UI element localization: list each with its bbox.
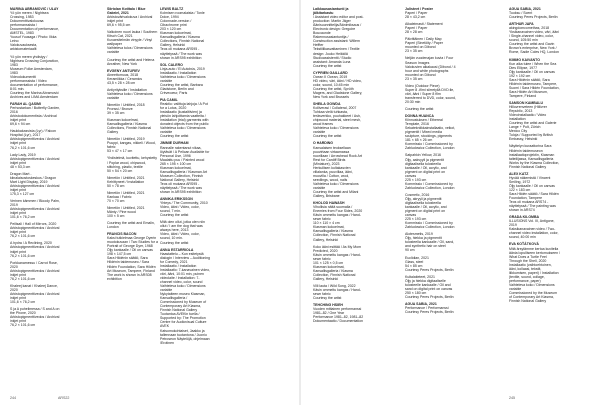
artwork-caption	[107, 206, 158, 218]
artwork-caption	[313, 245, 364, 281]
caption-text: Kansalaisen teoksellaan puuvirtaan virtaamassa nuorillaan / Arrowhead Rock Art Rest for Cardiff Birds (Miniature), 2023 Herkullisen kultakasvien villalanka, puuvillaa, ääni, muovilla / Cotton, wool, seedlings, wood, nails Vaihteleva koko / Dimensions variable Courtesy the artist and Milani Gallery, Brisbane	[313, 145, 363, 199]
artwork-caption	[107, 137, 158, 153]
caption-text: Aikaleimasti / Statement Paperi / Paper 28 × 28 cm	[405, 22, 443, 35]
artist-name: FARAH AL QASIMI	[10, 102, 41, 107]
caption-text: Rannalle rakentanut vikaa, löytävät / A Pelican Available for Personal Use, 1996 Maalattu puu / Painted wood 265 × 195 × 100 cm Kiasman kokoelmat, Kansallisgalleria / Kiasman Art Museum Collection, Finnish National Gallery, Helsinki Teos oli mukana ARS95 -näyttelyssä / The work was shown in ARS95 exhibition	[160, 145, 210, 195]
caption-text: A hydra / A Reclining, 2020 Arkistopigmenttivedos / Archival inkjet print 76,2 × 101,6 cm	[10, 241, 60, 258]
artwork-caption	[405, 275, 456, 299]
artwork-caption	[509, 172, 560, 212]
right-page-number: 245	[509, 396, 515, 400]
artwork-caption	[313, 201, 364, 241]
column-4	[313, 7, 364, 392]
artist-name: KIMMO KAIVANTO	[509, 57, 540, 62]
caption-text: Nimetön / Untitled, 2021 Kehittyneet / Installation 50 × 78 cm	[107, 175, 145, 188]
caption-text: Dragon Mart -kiinalaisostoskeskus / Dragon Mart Light Display, 2019 Arkistopigmenttivedos / Archival inkjet print 175,3 × 127 cm	[10, 171, 60, 196]
caption-text: Yhdistelmä, kuvitettu, kehystetty / Poplar wood, chipwood, stitching, plastic, textile 50 × 54 × 20 cm	[107, 156, 157, 173]
artist-name: Laikkausasiantunti ja jälkitarkastu	[313, 7, 349, 16]
caption-text: Perhostarkan / Butterfly Garden, 2016 Arkistodokumentista / Archival inkjet print 69,6 × 94 cm	[10, 106, 61, 127]
artwork-caption	[160, 141, 211, 194]
artist-name: Siirtolan Kotitalo / Blue Gabriel, 2021	[107, 7, 146, 16]
artwork-caption	[313, 141, 364, 198]
artwork-caption	[107, 88, 158, 100]
caption-text: Näyttelyn kuraattorina Sara Hildénin taidemuseon installaatioprojektin, Kiasman taiteilijassa, Kansallisgalleria Works by the Kiasma Collection, Finnish National Gallery	[509, 144, 560, 169]
caption-text: Hyvää näkemistä / Vincent Smiling, 1972 Öljy kankaalle / Oil on canvas 122 × 183 cm Sara Hildén säätiö / Sara Hildén Foundation, Tampere Teos oli mukana ARS74 -näyttelyssä / The painting was shown in ARS74	[509, 175, 559, 213]
artwork-caption	[107, 30, 158, 54]
artwork-caption	[405, 232, 456, 252]
artist-name: AGUA SABIA, 2021	[509, 7, 541, 11]
artwork-caption	[509, 58, 560, 98]
artwork-caption	[405, 256, 456, 272]
caption-text: Lady Lady, 2019 Arkistopigmenttivedos / Archival inkjet print 48 × 53,3 cm	[10, 152, 60, 169]
artwork-caption	[405, 37, 456, 53]
artist-name: SAMSON KAMBALU	[509, 100, 544, 105]
caption-text: Kolliverasi / Collateral, 2007 Tuhkaa vielä tuhkasta, teräsverkko, puuhakkeet / Ash, chipwood material, steel mesh, wood frames Vaihteleva koko / Dimensions variable Courtesy the artist	[313, 106, 362, 139]
artist-name: GRADA KILOMBA	[509, 215, 540, 220]
artwork-caption	[10, 261, 61, 281]
caption-text: Verinen kämmen / Bloody Palm, 2019 Arkistopigmenttivedos / Archival inkjet print 101,6 × 76,2 cm	[10, 199, 60, 220]
artwork-caption	[107, 156, 158, 172]
artwork-caption	[10, 7, 61, 52]
caption-text: Linja-auto / El Autobús, 2019 Installaatio / Installation Vaihteleva koko / Dimensions variable Courtesy the artist, Barbara Gladstone, Berlin and Crèvecœur, Paris	[160, 66, 206, 95]
artist-name: MARINA ABRAMOVIĆ / ULAY	[10, 7, 59, 11]
caption-text: Haukkakasvista (Lyr) / Falcon Hospital (Lyr), 2017 Arkistopigmenttivedos / Archival inkjet print 76,2 × 101,6 cm	[10, 129, 60, 150]
artwork-caption	[405, 7, 456, 19]
artist-name: PIA CAMIL	[160, 97, 178, 102]
caption-text: S ja A puhelimessa / S and A on the Phone, 2020 Arkistopigmenttivedos / Archival inkjet print 76,2 × 101,6 cm	[10, 307, 60, 328]
artwork-caption	[509, 242, 560, 303]
artwork-caption	[509, 144, 560, 168]
caption-text: / Assistant video editor and post-production: Martin Jäger Äänisuunnittelija/Äänimiksaus / Electronic design: Gregoire Boucaunde Rakennusasiantuntija / Construction assistant: Willem Heffter Tekstiilikasvattaminen / Textile design: Jouko Heikkilä Studioassistentti / Studio assistant: Amanda Luna Courtesy the artist	[313, 15, 364, 68]
caption-text: Peilisali / Hall of Mirrors, 2020 Arkistopigmenttivedos / Archival inkjet print 76,2 × 101,6 cm	[10, 222, 60, 239]
artist-name: ALEX KATZ	[509, 171, 529, 176]
page-gutter	[299, 0, 301, 405]
caption-text: Ocean II Ocean, 2019 HD video, väri, ääni / HD video, color, sound, 10:45 min Courtesy the artist, Sprüth Magers, and Gladstone Gallery, New York and Brussels	[313, 74, 363, 99]
caption-text: Reaktio: valittuja lahjoja / A Pot for a Lotus, 2020 Installaatio (kustaltiivien) ja yleisön lahjoittamia vaatteita / Installation (trial) garments with donated objects from the public Vaihteleva koko / Dimensions variable Courtesy the artist	[160, 102, 209, 139]
caption-text: Courtesy the artist and Helena Anrather, New York	[107, 57, 155, 66]
artwork-caption	[107, 118, 158, 134]
artist-name: CYPRIEN GAILLARD	[313, 70, 348, 75]
caption-text: Khaleej kanat / Khaleej Dance, 2020 Arkistopigmenttivedos / Archival inkjet print 101,6 × 76,2 cm	[10, 283, 60, 305]
artwork-caption	[10, 102, 61, 126]
artist-name: SOL CALERO	[160, 62, 183, 67]
caption-text: Cosmetic, 2016 Öljy, akryyli ja pigmentit digitaalisella tulosteella kankaalle / Oil, acrylic, and pigment on digital print on canvas 225 × 193 cm Kommissio / Commissioned by Zabludowicz Collection, London	[405, 192, 455, 230]
caption-text: Courtesy the artist and Emalin, London	[107, 221, 155, 230]
artwork-caption	[313, 102, 364, 138]
caption-text: Vuoden mittainen performanssi 1981–82 / One Year Performance 1981–82, 1981–82 Dokumentaatio / Documentation	[313, 307, 364, 324]
artwork-caption	[107, 103, 158, 115]
caption-text: Paperi / Paper 28 × 43,2 cm	[405, 11, 428, 20]
artwork-caption	[313, 7, 364, 68]
artwork-caption	[160, 63, 211, 95]
artwork-caption	[107, 69, 158, 85]
column-3	[160, 7, 211, 392]
artist-name: ANNA ESTARRIOLA	[160, 247, 194, 252]
artist-name: O HARDING	[313, 141, 334, 146]
artwork-caption	[405, 114, 456, 150]
caption-text: Kiinnustuksen / Ethereal Template, 2016 Sekatekniikkainstallaatio, veikot, pigmentit / Mixed media sculpture, stockings, pigments 181 × 65 × 26 cm Kommissio / Commissioned by Zabludowicz Collection, London	[405, 118, 456, 151]
artwork-caption	[10, 172, 61, 196]
caption-text: Mitä olen ollut, jotka olen niin ollut / I am the dog that was always here, 2013 Video, ääni / Video, color, sound, 10 min. Courtesy the artist	[160, 220, 205, 245]
artist-name: SHEILA GOWDA	[313, 102, 341, 107]
caption-text: Kun aika tulee / When the Sea Dies Ellipse, 1977 Öljy kankaalle / Oil on canvas 192 × 192 cm Sara Hildénin säätiö, Sara Hildénin taidemuseo, Tampere, Suomi / Sara Hildén Foundation, Sara Hildén Art Museum, Tampere, Finland	[509, 61, 560, 98]
artwork-caption	[107, 232, 158, 281]
caption-text: Euclidian, 2021 Glass, steel 54 × 85 cm Courtesy Peres Projects, Berlin	[405, 255, 454, 272]
column-6	[509, 7, 560, 392]
caption-text: Arkistovärivalokuva / Archival inkjet print 69,6 × 95,5 cm	[107, 15, 153, 28]
caption-text: Kaksi tutkielmaa George Dyerin muotokuvaan / Two Studies for a Portrait of George Dyer, 1968 Öljy kankaalle / Oil on canvas 198 × 147,5 cm Sara Hildénin säätiö, Sara Hildénin taidemuseo / Sara Hildén Foundation, Sara Hildén Art Museum, Tampere, Finland The work is shown in ARS08 exhibition	[107, 236, 158, 281]
artwork-caption	[405, 56, 456, 80]
artist-name: Julisteet / Poster	[405, 7, 434, 11]
artwork-caption	[107, 176, 158, 188]
caption-text: Neljän vuodenajan kuvia / Four Season Images Valokuvien aikakausi (Dibond / 4 hour and white photographs mounted on Dibond 23 × 35 cm	[405, 56, 456, 81]
artwork-caption	[107, 191, 158, 203]
caption-text: Performance / Performanssi Courtesy Peres Projects, Berlin	[405, 306, 454, 315]
artwork-caption	[313, 71, 364, 99]
caption-text: Kolmisen roomalaista / Tonle Dolce, 1994 Colonnade-version / Cibachrome print 203 × 120 cm Kiasman kokoelmat, Kansallisgalleria / Kiasma Collections, Finnish National Gallery, Helsinki Teos oli mukana ARS95 -näyttelyssä / The work was shown in ARS95 exhibition	[160, 11, 205, 60]
artwork-caption	[509, 7, 560, 19]
caption-text: Päivittäinen / Daily Map Paperi (Sinetöity / Paper mounted on Dibond 23 × 35 cm	[405, 37, 443, 54]
artwork-caption	[160, 7, 211, 60]
artwork-caption	[405, 302, 456, 314]
artwork-caption	[405, 22, 456, 34]
caption-text: Haastattelu – Kun esitetystä dialogin / Interview – Auditioning for Comedy, 2021 Installaatio / Installation Installaatio: 7-kanavainen video, väri, ääni, 10:01 min, puinen videolaite / Installation: 7-channel video, color, sound Vaihteleva koko / Dimensions variable Nykytaiteen museo Kiasman, Kansallisgalleria / Commissioned by Museum of Contemporary Art Kiasma, Finnish National Gallery Tuotantoa AVEKin tuella / Supported by: The Promotion Centre for Audiovisual Culture AVEK Katsomokohtaiset, Jaakko ja tallennaan tuotantona / Juonio Petroseon Näytelöjä, ohjelmaan /Erotinen	[160, 251, 211, 345]
caption-text: Nimetön / Untitled, 2019 Puuppi, kangas, nikkeli / Wood, fabric 53 × 47 × 17 cm	[107, 137, 156, 154]
caption-text: Yhteys / The Community, 2010 Video, ääni / Video, color, sound, 7 min. Courtesy the artist	[160, 201, 208, 218]
caption-text: Yö yön meren / Nightsea Crossing, 1983 Dokumenttivalokuvaa performanssista / Documentation of performance, AMSTEL, 1983 Yuusuf Yuusaga / Photo: Ilkka Leino Valokuvauksesta, arkistomateriaalit	[10, 11, 60, 52]
artwork-caption	[10, 55, 61, 100]
artist-name: EVA KOŤÁTKOVÁ	[509, 242, 539, 247]
artist-name: AGUA SABIA, 2021	[405, 302, 437, 306]
artwork-caption	[10, 241, 61, 257]
caption-text: Vihollisia näitä suomalla / Enemies from Four Sides, 2020 Käsin ommeltu kangas / Hand-sewn fabric 110 × 110 × 4 cm Kiasman kokoelmat, Kansallisgalleria / Kiasma Collection, Finnish National Gallery, Helsinki	[313, 205, 363, 242]
caption-text: Valkoinen nuori lauka / Southern Kitsch Cat, 2021 Kuvaesitelmän vinyyle / Vinyl wallpaper Vaihteleva tulos / Dimensions variable	[107, 30, 158, 55]
artwork-caption	[10, 222, 61, 238]
artwork-caption	[509, 215, 560, 239]
artwork-caption	[160, 197, 211, 217]
caption-text: Kultalatieteet, 2021 Öljy ja hiekka digitaaliselle tulosteelle kankaalle / Oil and sand on digital print on canvas 250 × 180 cm Courtesy Peres Projects, Berlin	[405, 274, 454, 299]
caption-text: Alotesmetis, 2019 Öljy, hiekka ja pigmentit tulosteella kankaalle / Oil, sand, and synthetic hair on steel 90 cm	[405, 232, 455, 253]
column-5	[405, 7, 456, 392]
artist-name: JIMMIE DURHAM	[160, 141, 189, 146]
caption-text: Yö yön meren yhdistyy / Nightsea Crossing Conjunction, 1983 Museum Folke Amsterdam, 1983 Videodokumentti performanssista / Video documentation of performance, 8:01 min. Courtesy the Marina Abramović Archives and LIMA Amsterdam	[10, 54, 60, 99]
caption-text: Nimetön / Untitled, 2018 Pronssi / Bronze 39 × 35 cm	[107, 102, 145, 116]
artwork-caption	[10, 153, 61, 169]
artist-name: LEWIS BALTZ	[160, 7, 184, 11]
artwork-caption	[313, 284, 364, 300]
artwork-caption	[107, 7, 158, 27]
caption-text: Kiasman kokoelmat, Kansallisgalleria / Kiasma Collections, Finnish National Gallery	[107, 118, 152, 135]
artwork-caption	[509, 101, 560, 141]
caption-text: Antiyrityksille / Installation Vaihteleva koko / Dimensions variable	[107, 87, 153, 100]
caption-text: Villi lauta / Wild Song, 2022 Käsin ommeltu kangas / Hand-sewn fabric Courtesy the artist	[313, 284, 361, 301]
artwork-caption	[405, 193, 456, 229]
column-2	[107, 7, 158, 392]
caption-text: Nimetön / Untitled, 2021 Kankaa / Fabric 70 × 70 cm	[107, 190, 145, 203]
artwork-caption	[160, 98, 211, 138]
caption-text: Satpahkin Yellow, 2016 Öljy, aakvyyli ja pigmentit digitaalisella tulosteella kankaalle / Oil, acrylic, and pigment on digital print on canvas 225 × 193 cm Kommissio / Commissioned by Zabludowicz Collection, London	[405, 153, 455, 190]
artwork-caption	[107, 221, 158, 229]
artist-name: KHOLOD HAWASH	[313, 201, 345, 206]
caption-text: Courtesy the artist	[405, 106, 434, 111]
artwork-caption	[107, 58, 158, 66]
artwork-caption	[10, 307, 61, 327]
artist-name: FRANCIS BACON	[107, 232, 137, 237]
artwork-caption	[10, 199, 61, 219]
caption-text: Porkkanamessu / Carrot Rose, 2020 Arkistopigmenttivedos / Archival inkjet print 76,2 × 101,6 cm	[10, 260, 60, 281]
caption-text: Tuoksu / Scent Courtesy Peres Projects, Berlin	[509, 11, 558, 20]
artwork-caption	[10, 284, 61, 304]
caption-text: ILLUSIONS Vol. III, Antigone, 2019 Kaksikanavainen video / Two-channel video installation, color, sound, 40:00 min	[509, 219, 559, 240]
caption-text: Koko ääni esittää / As My Mom Predicted, 2020 Käsin ommeltu kangas / Hand-sewn fabric 101 × 125 × 0,5 cm Kiasman kokoelmat, Kansallisgalleria / Kiasma Collection, Finnish National Gallery, Helsinki	[313, 244, 362, 281]
artwork-caption	[509, 22, 560, 54]
left-running-footer: ARS22	[58, 396, 70, 400]
caption-text: akingdomcomethas, 2018 Yksikanavainen video, väri, ääni / Single-channel video, color, sound, 105:50 min Courtesy the artist and Gavin Brown's enterprise, New York / Rome, Sadie Coles HQ, London	[509, 26, 560, 55]
artwork-caption	[160, 248, 211, 345]
caption-text: Video (Outdoor Piece) Super 8 -filmi siirretyllä DVD:lle, väri, ääni / Super 8 film transferred to DVD, color, sound, 20:30 min	[405, 83, 456, 104]
artwork-caption	[313, 303, 364, 323]
artist-name: TEHCHING HSIEH	[313, 303, 343, 308]
column-1	[10, 7, 61, 392]
artist-name: EVGENY ANTUFIEV	[107, 68, 140, 73]
left-page-number: 244	[10, 396, 16, 400]
caption-text: Hillovrenveteen (Hiilivrer Republic, 2013 Videoinstallaatio / Video installation Courtesy the artist and Galerie Lange + Pult, Zürich Mexico City Tuloja / Supported by British Embassy, Helsinki	[509, 105, 557, 142]
artwork-caption	[405, 153, 456, 189]
artwork-caption	[160, 220, 211, 244]
artwork-caption	[10, 129, 61, 149]
artwork-caption	[405, 107, 456, 111]
caption-text: Mitä ärsytämme kertoa kuvitella äänia lopulliseen kertomukseen / What Does a Turtle Feel Through the Shell, 2020 Installaatio (vaihtoehtoinen, ääni, kollaasi, tekstit, liikkumisen, paperi) / Installation (textile, sound, collage, performance, paper) Vaihteleva koko / Dimensions variable Commissioned by the Museum of Contemporary Art Kiasma, Finnish National Gallery	[509, 246, 560, 304]
artist-name: DONNA HUANCA	[405, 114, 434, 119]
artist-name: ARTHUR JAFA	[509, 22, 534, 27]
caption-text: Aineettomuus, 2018 Keramiikka / Ceramics 43,5 × 28 × 28 cm	[107, 72, 143, 85]
caption-text: Nimetön / Untitled, 2021 Mänty / Pine wood 100 × 5 cm	[107, 205, 145, 219]
artist-name: ANNIKA ERIKSSON	[160, 197, 193, 202]
artwork-caption	[405, 84, 456, 104]
